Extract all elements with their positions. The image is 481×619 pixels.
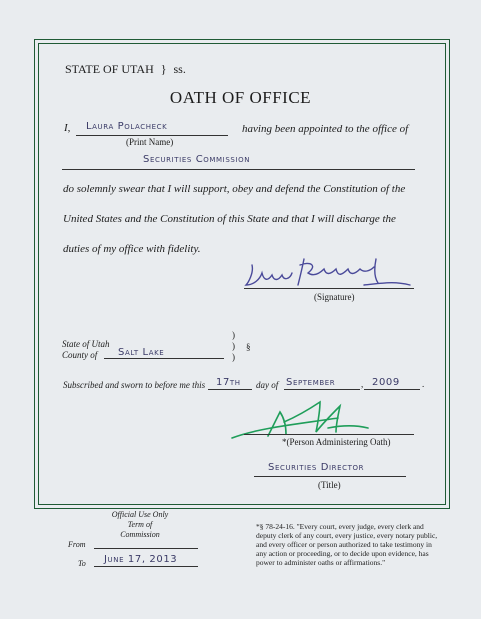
to-underline	[94, 566, 198, 567]
from-label: From	[68, 540, 86, 549]
to-value: June 17, 2013	[104, 554, 178, 565]
header-brace: }	[160, 62, 167, 76]
printed-name-value: Laura Polacheck	[86, 121, 168, 132]
signature-underline	[244, 288, 414, 289]
from-underline	[94, 548, 198, 549]
office-value: Securities Commission	[143, 154, 251, 165]
ss-label: ss.	[173, 62, 186, 76]
county-value: Salt Lake	[118, 347, 165, 358]
administrator-underline	[244, 434, 414, 435]
name-prefix: I,	[64, 122, 71, 134]
administrator-title-value: Securities Director	[268, 462, 365, 473]
signature-mark	[244, 255, 414, 295]
signature-label: (Signature)	[314, 292, 355, 302]
form-title: OATH OF OFFICE	[169, 88, 312, 107]
official-use-block	[110, 510, 170, 540]
official-use-label: Official Use Only	[111, 510, 169, 519]
sworn-day-value: 17th	[216, 377, 241, 388]
administrator-label: *(Person Administering Oath)	[282, 437, 391, 447]
sworn-comma: ,	[361, 379, 364, 389]
footnote-statute: *§ 78-24-16. "Every court, every judge, every clerk and deputy clerk of any court, every justice, every notary public, and every officer or person authorized to take testimony in any action or proceeding, or to decide upon evidence, has power to administer oaths or affirmations."	[256, 522, 438, 567]
title-label: (Title)	[318, 480, 341, 490]
name-underline	[76, 135, 228, 136]
state-of-utah-label: STATE OF UTAH } ss.	[65, 62, 186, 76]
oath-line-3: duties of my office with fidelity.	[63, 243, 201, 255]
term-of-commission-label: Term of Commission	[120, 520, 160, 539]
year-underline	[364, 389, 420, 390]
administrator-signature-mark	[228, 398, 378, 442]
oath-line-2: United States and the Constitution of this State and that I will discharge the	[63, 213, 396, 225]
county-underline	[104, 358, 224, 359]
to-label: To	[78, 559, 86, 568]
sworn-year-value: 2009	[372, 377, 400, 388]
sworn-prefix: Subscribed and sworn to before me this	[63, 380, 206, 390]
venue-brace: ) ) )	[232, 330, 235, 362]
office-underline	[62, 169, 415, 170]
month-underline	[284, 389, 360, 390]
day-underline	[208, 389, 252, 390]
appointed-text: having been appointed to the office of	[242, 123, 409, 135]
print-name-label: (Print Name)	[126, 137, 174, 147]
oath-line-1: do solemnly swear that I will support, obey and defend the Constitution of the	[63, 183, 406, 195]
sworn-month-value: September	[286, 377, 336, 388]
sworn-period: .	[422, 379, 425, 389]
title-underline	[254, 476, 406, 477]
day-of-label: day of	[256, 380, 279, 390]
state-of-utah-venue: State of Utah	[62, 339, 110, 349]
county-label: County of	[62, 350, 98, 360]
section-symbol: §	[246, 342, 251, 352]
